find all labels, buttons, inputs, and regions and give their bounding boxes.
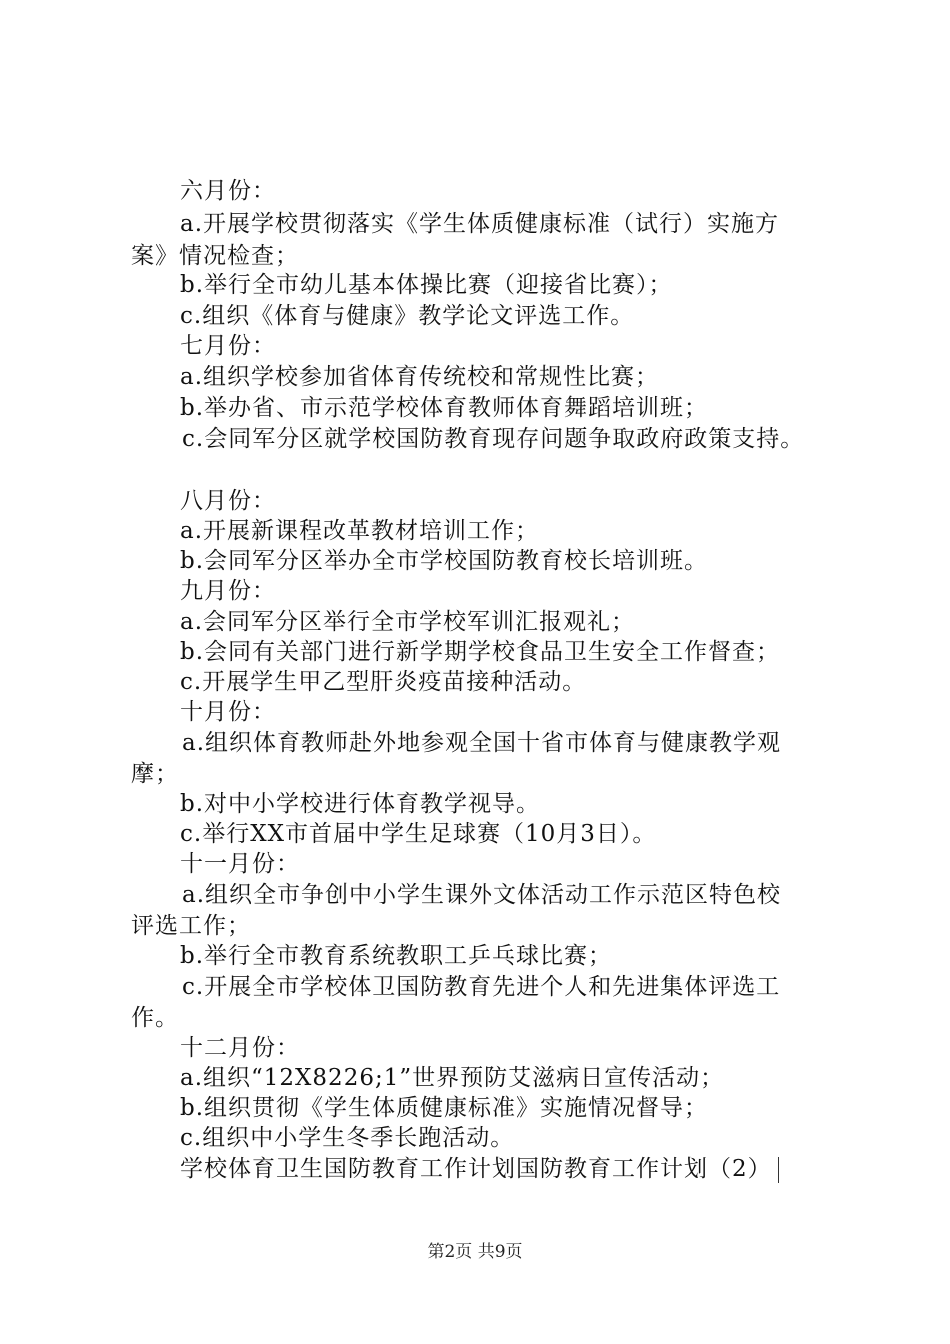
list-item: c.开展全市学校体卫国防教育先进个人和先进集体评选工 — [182, 974, 781, 1000]
list-item: c.会同军分区就学校国防教育现存问题争取政府政策支持。 — [182, 426, 805, 452]
list-item: a.开展学校贯彻落实《学生体质健康标准（试行）实施方 — [180, 211, 780, 237]
list-item: a.组织体育教师赴外地参观全国十省市体育与健康教学观 — [182, 730, 782, 756]
month-heading: 十月份： — [180, 699, 276, 725]
list-item-continuation: 摩； — [131, 761, 179, 787]
list-item: b.举行全市教育系统教职工乒乓球比赛； — [180, 943, 613, 969]
list-item: c.开展学生甲乙型肝炎疫苗接种活动。 — [180, 669, 587, 695]
list-item: b.会同有关部门进行新学期学校食品卫生安全工作督查； — [180, 639, 781, 665]
month-heading: 六月份： — [180, 178, 276, 204]
list-item: c.组织中小学生冬季长跑活动。 — [180, 1125, 515, 1151]
list-item: a.组织全市争创中小学生课外文体活动工作示范区特色校 — [182, 882, 782, 908]
list-item: b.组织贯彻《学生体质健康标准》实施情况督导； — [180, 1095, 709, 1121]
list-item-continuation: 案》情况检查； — [131, 243, 299, 269]
month-heading: 十二月份： — [180, 1035, 300, 1061]
list-item: a.开展新课程改革教材培训工作； — [180, 518, 540, 544]
page-footer: 第2页 共9页 — [427, 1242, 523, 1262]
list-item-continuation: 作。 — [131, 1005, 179, 1031]
list-item-continuation: 评选工作； — [131, 913, 251, 939]
list-item: a.会同军分区举行全市学校军训汇报观礼； — [180, 609, 636, 635]
list-item: a.组织“12X8226;1”世界预防艾滋病日宣传活动； — [180, 1065, 725, 1091]
month-heading: 九月份： — [180, 578, 276, 604]
list-item: b.会同军分区举办全市学校国防教育校长培训班。 — [180, 548, 709, 574]
text-cursor — [778, 1157, 779, 1183]
document-title-text: 学校体育卫生国防教育工作计划国防教育工作计划（2） — [180, 1156, 772, 1182]
month-heading: 七月份： — [180, 333, 276, 359]
list-item: a.组织学校参加省体育传统校和常规性比赛； — [180, 364, 660, 390]
list-item: c.组织《体育与健康》教学论文评选工作。 — [180, 303, 635, 329]
month-heading: 十一月份： — [180, 851, 300, 877]
list-item: b.举行全市幼儿基本体操比赛（迎接省比赛）； — [180, 272, 673, 298]
document-title-line — [0, 1154, 950, 1184]
list-item: b.对中小学校进行体育教学视导。 — [180, 791, 541, 817]
list-item: b.举办省、市示范学校体育教师体育舞蹈培训班； — [180, 395, 709, 421]
list-item: c.举行XX市首届中学生足球赛（10月3日）。 — [180, 821, 657, 847]
month-heading: 八月份： — [180, 488, 276, 514]
